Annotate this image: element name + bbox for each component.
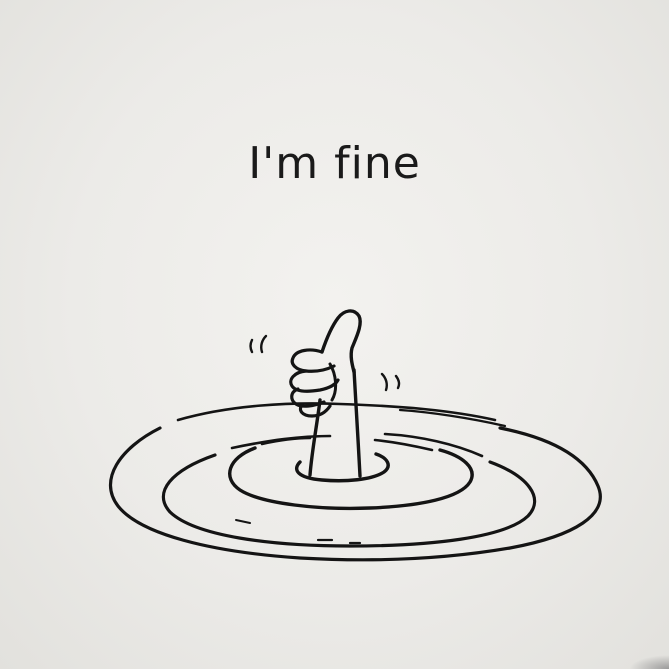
- ripple-outer: [110, 428, 600, 560]
- ripple-middle: [163, 455, 534, 546]
- forearm-right: [354, 370, 360, 476]
- water-dash-3: [236, 520, 250, 523]
- palm-edge: [330, 364, 336, 400]
- finger-top: [292, 350, 334, 371]
- ripple-icon: [110, 403, 600, 559]
- ripple-inner-right: [375, 440, 432, 450]
- motion-mark-right-1: [382, 374, 387, 390]
- motion-mark-right-2: [396, 376, 399, 388]
- motion-mark-left-1: [261, 336, 266, 352]
- ripple-outer-top: [178, 403, 495, 420]
- ripple-inner: [230, 448, 472, 508]
- motion-mark-left-2: [251, 340, 253, 352]
- corner-shadow: [629, 655, 669, 669]
- ripple-middle-right: [385, 434, 482, 456]
- hand-icon: [251, 311, 400, 476]
- thumb: [322, 311, 360, 372]
- caption-text: I'm fine: [248, 138, 421, 189]
